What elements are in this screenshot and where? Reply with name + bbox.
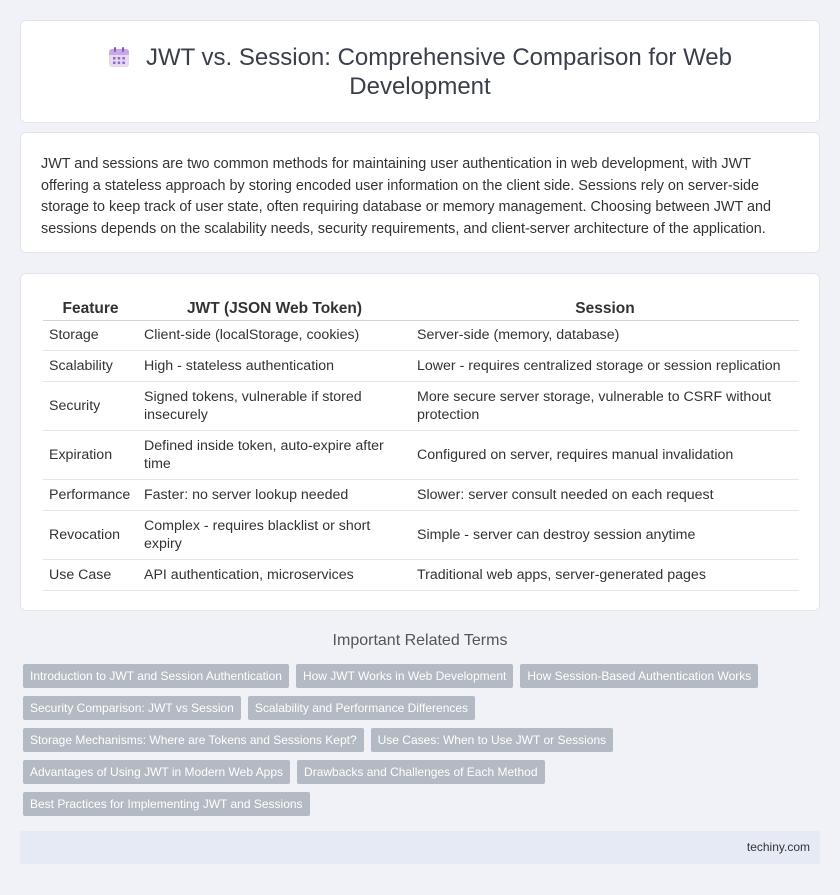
- table-row: [43, 430, 799, 479]
- table-cell-jwt: Client-side (localStorage, cookies): [138, 320, 411, 350]
- table-cell-feature: Security: [43, 381, 138, 430]
- related-terms-heading: Important Related Terms: [332, 632, 508, 649]
- comparison-table: [43, 292, 799, 591]
- related-term-tag[interactable]: Storage Mechanisms: Where are Tokens and Sessions Kept?: [23, 728, 364, 752]
- table-header-jwt: JWT (JSON Web Token): [138, 292, 411, 320]
- table-header-session: Session: [411, 292, 799, 320]
- related-term-tag[interactable]: Drawbacks and Challenges of Each Method: [297, 760, 544, 784]
- table-cell-feature: Scalability: [43, 350, 138, 381]
- table-cell-jwt: Faster: no server lookup needed: [138, 479, 411, 510]
- related-term-tag[interactable]: Best Practices for Implementing JWT and Sessions: [23, 792, 310, 816]
- table-row: [43, 320, 799, 350]
- table-row: [43, 350, 799, 381]
- table-header-feature: Feature: [43, 292, 138, 320]
- related-term-tag[interactable]: Scalability and Performance Differences: [248, 696, 475, 720]
- table-row: [43, 559, 799, 590]
- table-header-row: [43, 292, 799, 320]
- table-cell-session: Slower: server consult needed on each request: [411, 479, 799, 510]
- table-cell-feature: Revocation: [43, 510, 138, 559]
- page-title-text: JWT vs. Session: Comprehensive Comparison for Web Development: [146, 44, 732, 100]
- title-card: [20, 20, 820, 123]
- table-cell-feature: Storage: [43, 320, 138, 350]
- related-term-tag[interactable]: How JWT Works in Web Development: [296, 664, 513, 688]
- intro-paragraph: JWT and sessions are two common methods for maintaining user authentication in web development, with JWT offering a stateless approach by storing encoded user information on the client side. Sessions rely on server-side storage to keep track of user state, often requiring database or memory management. Choosing between JWT and sessions depends on the scalability needs, security requirements, and client-server architecture of the application.: [41, 156, 772, 237]
- related-term-tag[interactable]: Introduction to JWT and Session Authentication: [23, 664, 289, 688]
- table-cell-session: Server-side (memory, database): [411, 320, 799, 350]
- table-cell-feature: Performance: [43, 479, 138, 510]
- related-term-tag[interactable]: Security Comparison: JWT vs Session: [23, 696, 241, 720]
- table-cell-session: Simple - server can destroy session anytime: [411, 510, 799, 559]
- table-cell-feature: Use Case: [43, 559, 138, 590]
- related-term-tag[interactable]: Advantages of Using JWT in Modern Web Apps: [23, 760, 290, 784]
- related-term-tag[interactable]: How Session-Based Authentication Works: [520, 664, 758, 688]
- table-cell-jwt: Complex - requires blacklist or short expiry: [138, 510, 411, 559]
- calendar-icon: [108, 46, 130, 68]
- table-cell-jwt: Signed tokens, vulnerable if stored insecurely: [138, 381, 411, 430]
- table-cell-jwt: API authentication, microservices: [138, 559, 411, 590]
- footer-site-link[interactable]: techiny.com: [746, 840, 810, 854]
- intro-card: [20, 132, 820, 253]
- table-cell-jwt: Defined inside token, auto-expire after time: [138, 430, 411, 479]
- table-cell-feature: Expiration: [43, 430, 138, 479]
- table-row: [43, 381, 799, 430]
- table-cell-session: Lower - requires centralized storage or session replication: [411, 350, 799, 381]
- table-cell-session: Configured on server, requires manual invalidation: [411, 430, 799, 479]
- table-cell-jwt: High - stateless authentication: [138, 350, 411, 381]
- table-row: [43, 479, 799, 510]
- table-cell-session: More secure server storage, vulnerable to CSRF without protection: [411, 381, 799, 430]
- table-row: [43, 510, 799, 559]
- page-title: [21, 43, 819, 101]
- related-terms-list: [23, 664, 803, 824]
- footer: [20, 831, 820, 864]
- table-cell-session: Traditional web apps, server-generated pages: [411, 559, 799, 590]
- related-term-tag[interactable]: Use Cases: When to Use JWT or Sessions: [371, 728, 614, 752]
- comparison-table-card: [20, 273, 820, 611]
